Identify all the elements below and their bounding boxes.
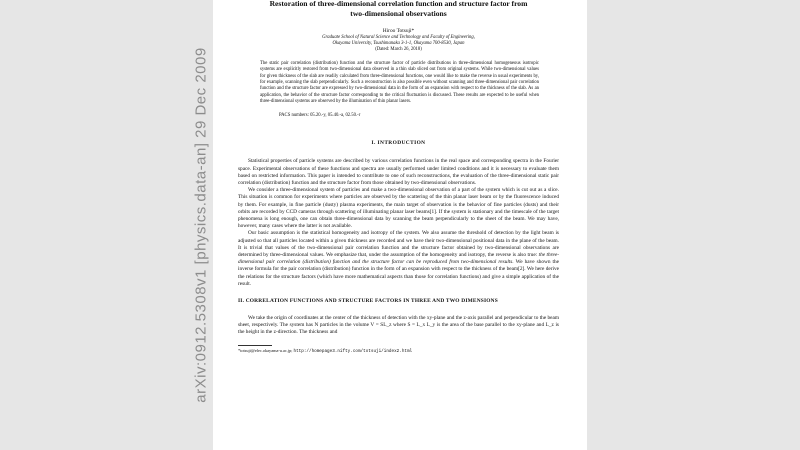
introduction-body (238, 158, 559, 288)
paper-page (213, 0, 587, 450)
page-content (238, 0, 559, 355)
pacs-numbers: PACS numbers: 05.20.-y, 05.40.-a, 02.50.-r (279, 113, 361, 119)
title-line-2: two-dimensional observations (350, 9, 447, 18)
title-line-1: Restoration of three-dimensional correlation function and structure factor from (269, 0, 528, 8)
intro-paragraph-2: We consider a three-dimensional system of particles and make a two-dimensional observation of a part of the system which is cut out as a slice. This situation is common for experiments where particles are observed by the scattering of the thin planar laser beam or by the fluorescence induced by them. For example, in fine particle (dusty) plasma experiments, the main target of observation is the behavior of fine particles (dusts) and their orbits are recorded by CCD cameras through scattering of illuminating planar laser beams[1]. If the system is stationary and the timescale of the target phenomena is long enough, one can obtain three-dimensional data by scanning the beam perpendicularly to the sheet of the beam. We may have, however, many cases where the latter is not available. (238, 187, 559, 230)
author-name: Hiroo Totsuji* (382, 28, 415, 34)
arxiv-identifier: arXiv:0912.5308v1 [physics.data-an] 29 Dec 2009 (192, 47, 210, 403)
footnote (238, 348, 559, 355)
intro-paragraph-3 (238, 230, 559, 288)
section-2-body (238, 315, 559, 337)
affiliation-line-1: Graduate School of Natural Science and Technology and Faculty of Engineering, (322, 35, 475, 40)
section-1-heading: I. INTRODUCTION (371, 140, 426, 147)
paper-title (238, 0, 559, 19)
footnote-divider (238, 345, 272, 346)
section-2-paragraph-1: We take the origin of coordinates at the center of the thickness of detection with the xy-plane and the z-axis parallel and perpendicular to the beam sheet, respectively. The system has N particles in the volume V = SL_z where S = L_x L_y is the area of the base parallel to the xy-plane and L_z is the height in the z-direction. The thickness and (238, 315, 559, 336)
intro-paragraph-3-emphasis: the three-dimensional pair correlation (distribution) function and the structure factor can be reproduced from two-dimensional results. (238, 252, 560, 266)
footnote-email: *totsuji@elec.okayama-u.ac.jp; (238, 347, 293, 353)
intro-paragraph-1: Statistical properties of particle systems are described by various correlation functions in the real space and corresponding spectra in the Fourier space. Experimental observations of these functions and spectra are usually performed under limited conditions and it is necessary to evaluate them based on restricted information. This paper is intended to contribute to one of such reconstructions, the evaluation of the three-dimensional static pair correlation (distribution) function and the structure factor from those obtained by two-dimensional observations. (238, 158, 559, 187)
date-line: (Dated: March 26, 2018) (375, 47, 422, 52)
intro-paragraph-3-part-b: We have shown the inverse formula for the pair correlation (distribution) function in the form of an expansion with respect to the thickness of the beam[2]. We here derive the relations for the structure factors (which have more mathematical aspects than those for correlation functions) and give a simple application of the result. (238, 259, 559, 287)
abstract: The static pair correlation (distribution) function and the structure factor of particle distributions in three-dimensional homogeneous isotropic systems are explicitly restored from two-dimensional data observed in a thin slab sliced out from original systems. While two-dimensional values for given thickness of the slab are readily calculated from three-dimensional functions, one would like to make the reverse in usual experiments by, for example, scanning the slab perpendicularly. Such a reconstruction is also possible even without scanning and three-dimensional pair correlation function and the structure factor are expressed by two-dimensional data in the form of an expansion with respect to the thickness of the slab. As an application, the behavior of the structure factor corresponding to the critical fluctuation is discussed. These results are expected to be useful when three-dimensional systems are observed by the illumination of thin planar lasers. (260, 61, 539, 105)
affiliation-line-2: Okayama University, Tsushimanaka 3-1-1, Okayama 700-8530, Japan (332, 41, 465, 46)
footnote-url: http://homepage3.nifty.com/totsuji/index2.html (293, 348, 413, 354)
intro-paragraph-3-part-a: Our basic assumption is the statistical homogeneity and isotropy of the system. We also assume the threshold of detection by the light beam is adjusted so that all particles located within a given thickness are recorded and we have their two-dimensional positional data in the plane of the beam. It is trivial that values of the two-dimensional pair correlation function and the structure factor obtained by two-dimensional observations are determined by three-dimensional values. We emphasize that, under the assumption of the homogeneity and isotropy, the reverse is also true: (238, 230, 559, 259)
section-2-heading: II. CORRELATION FUNCTIONS AND STRUCTURE FACTORS IN THREE AND TWO DIMENSIONS (238, 298, 498, 305)
